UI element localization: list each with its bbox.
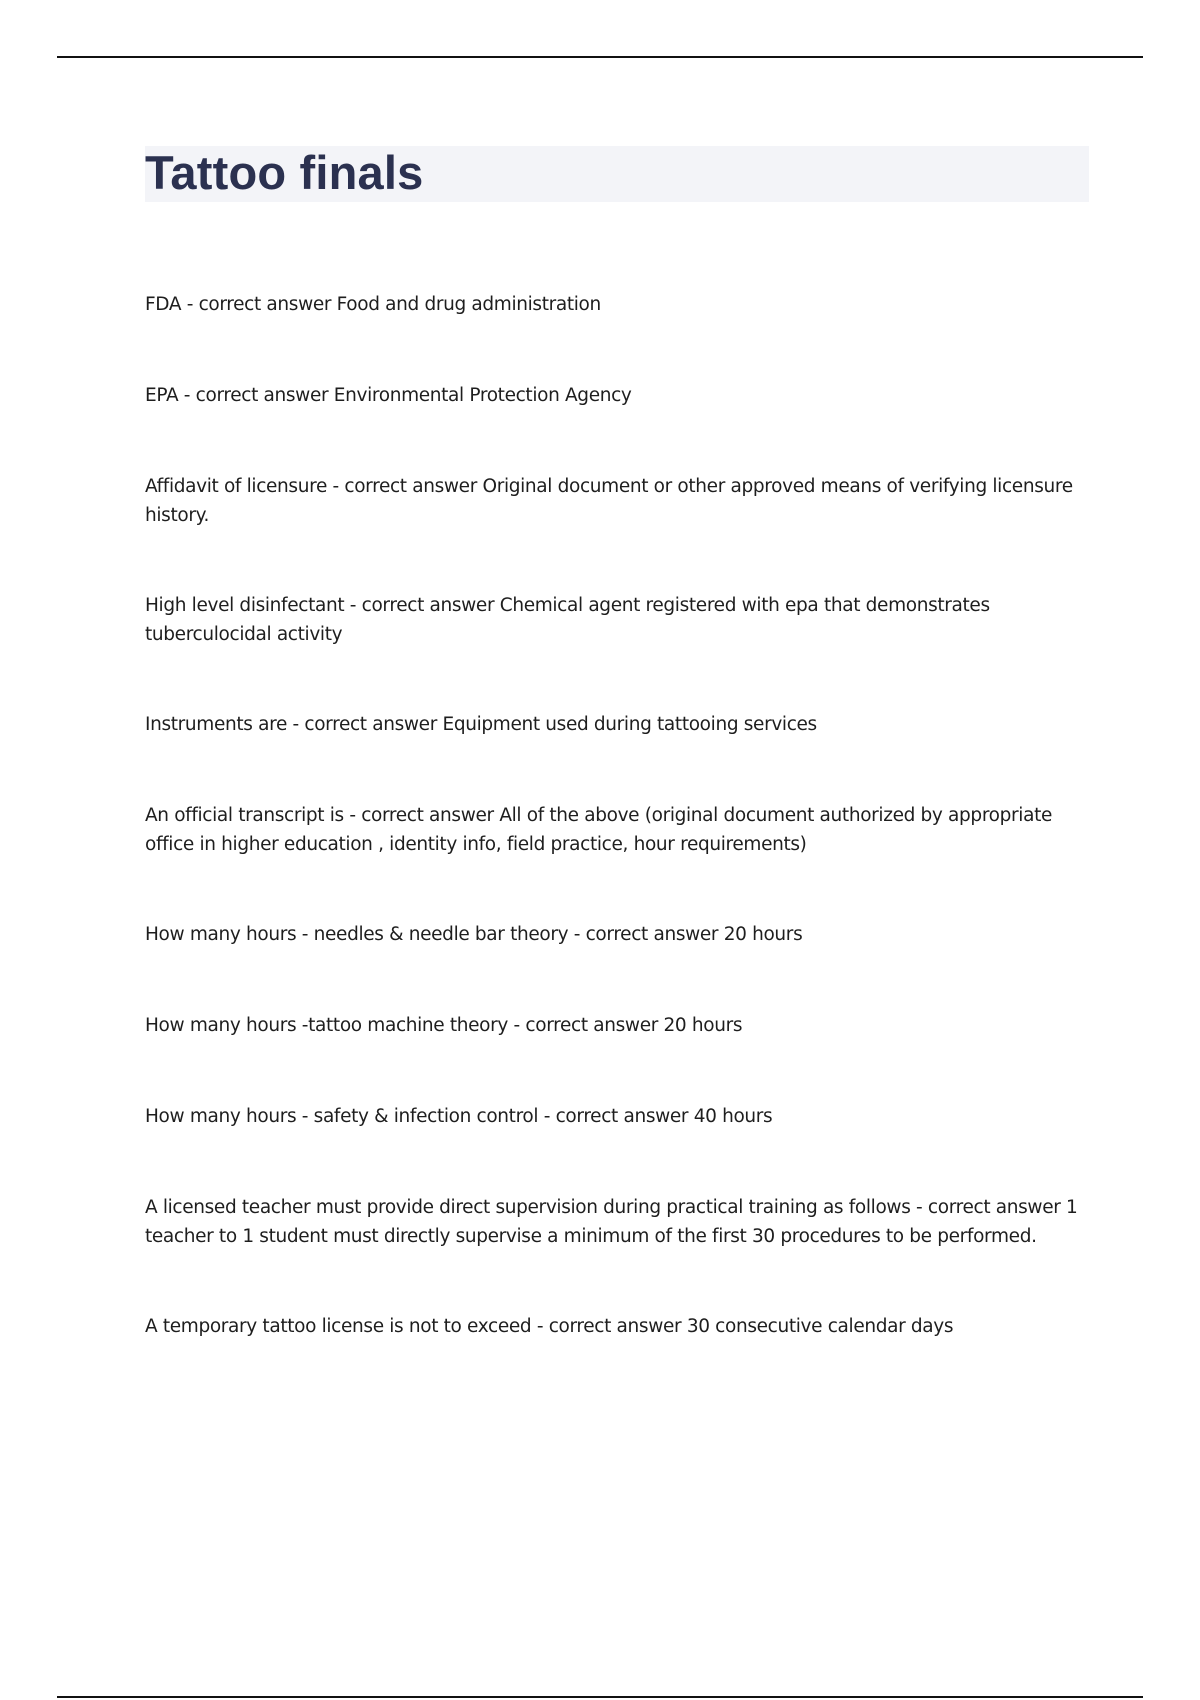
flashcard-item (145, 920, 1090, 949)
flashcard-item (145, 1312, 1090, 1341)
flashcard-answer: Environmental Protection Agency (333, 385, 632, 406)
separator: - (343, 805, 362, 826)
flashcard-item (145, 1011, 1090, 1040)
answer-prefix: correct answer (198, 294, 332, 315)
separator: - (326, 476, 345, 497)
flashcard-answer: Chemical agent registered with epa that demonstrates tuberculocidal activity (145, 595, 990, 645)
separator: - (181, 294, 199, 315)
flashcard-term: An official transcript is (145, 805, 344, 826)
separator: - (568, 924, 586, 945)
flashcard-answer: 20 hours (723, 924, 803, 945)
flashcard-term: FDA (145, 294, 182, 315)
document-title: Tattoo finals (145, 146, 424, 199)
answer-prefix: correct answer (304, 714, 437, 735)
flashcard-item (145, 1193, 1090, 1251)
separator: - (531, 1316, 549, 1337)
flashcard-item (145, 591, 1090, 649)
flashcard-item (145, 472, 1090, 530)
answer-prefix: correct answer (555, 1106, 689, 1127)
flashcard-answer: 1 teacher to 1 student must directly supervise a minimum of the first 30 procedures to be performed. (145, 1197, 1078, 1247)
flashcard-term: Affidavit of licensure (145, 476, 327, 497)
top-divider (57, 56, 1143, 58)
flashcard-answer: Equipment used during tattooing services (442, 714, 817, 735)
flashcard-term: How many hours - safety & infection control (145, 1106, 539, 1127)
flashcard-term: How many hours -tattoo machine theory (145, 1015, 509, 1036)
separator: - (910, 1197, 928, 1218)
separator: - (344, 595, 362, 616)
flashcard-answer: Food and drug administration (336, 294, 601, 315)
flashcard-answer: All of the above (original document authorized by appropriate office in higher education , identity info, field practice, hour requirements) (145, 805, 1053, 855)
answer-prefix: correct answer (344, 476, 477, 497)
flashcard-item (145, 290, 1090, 319)
separator: - (178, 385, 196, 406)
flashcard-term: EPA (145, 385, 179, 406)
flashcard-item (145, 381, 1090, 410)
flashcard-item (145, 710, 1090, 739)
flashcard-term: A licensed teacher must provide direct supervision during practical training as follows (145, 1197, 911, 1218)
flashcard-answer: Original document or other approved means of verifying licensure history. (145, 476, 1073, 526)
flashcard-item (145, 1102, 1090, 1131)
bottom-divider (57, 1696, 1143, 1698)
flashcard-item (145, 801, 1090, 859)
answer-prefix: correct answer (585, 924, 719, 945)
flashcard-term: High level disinfectant (145, 595, 345, 616)
flashcard-answer: 40 hours (693, 1106, 773, 1127)
flashcard-term: A temporary tattoo license is not to exceed (145, 1316, 532, 1337)
separator: - (286, 714, 305, 735)
flashcard-term: How many hours - needles & needle bar theory (145, 924, 569, 945)
flashcard-answer: 20 hours (663, 1015, 743, 1036)
flashcard-list (145, 290, 1090, 1403)
answer-prefix: correct answer (927, 1197, 1061, 1218)
answer-prefix: correct answer (361, 595, 495, 616)
answer-prefix: correct answer (548, 1316, 682, 1337)
separator: - (538, 1106, 556, 1127)
answer-prefix: correct answer (361, 805, 494, 826)
answer-prefix: correct answer (525, 1015, 658, 1036)
answer-prefix: correct answer (195, 385, 329, 406)
separator: - (508, 1015, 526, 1036)
flashcard-answer: 30 consecutive calendar days (686, 1316, 954, 1337)
flashcard-term: Instruments are (145, 714, 287, 735)
